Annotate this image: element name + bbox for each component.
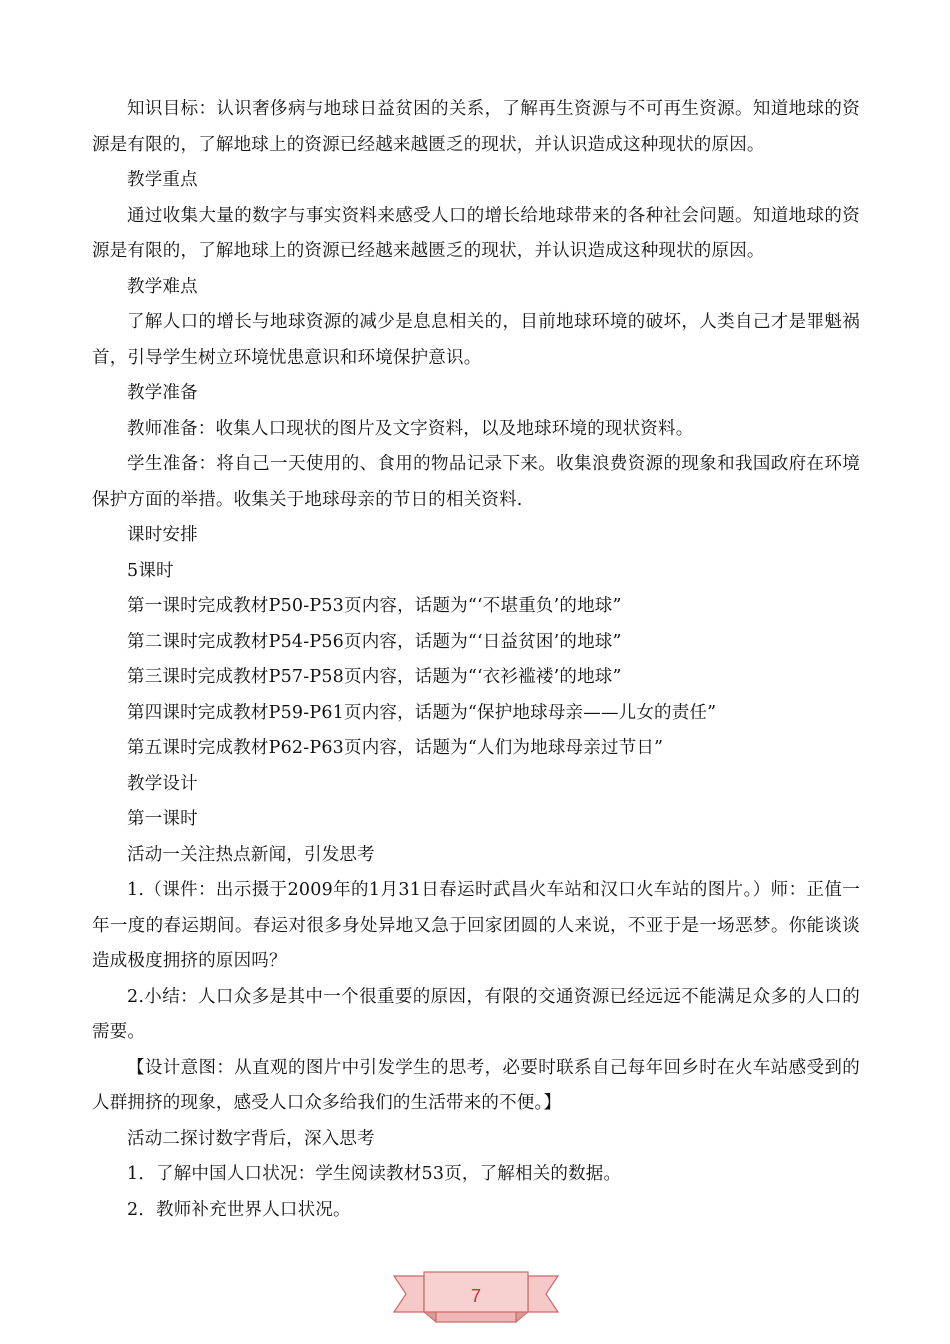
paragraph-lesson-2: 第二课时完成教材P54-P56页内容，话题为“‘日益贫困’的地球” (127, 631, 622, 652)
paragraph-lesson-4: 第四课时完成教材P59-P61页内容，话题为“保护地球母亲——儿女的责任” (127, 702, 717, 723)
heading-lesson-arrangement: 课时安排 (127, 525, 198, 545)
body-text (92, 92, 860, 1228)
paragraph-activity-1-step-1: 1.（课件：出示摄于2009年的1月31日春运时武昌火车站和汉口火车站的图片。）师：正值一年一度的春运期间。春运对很多身处异地又急于回家团圆的人来说，不亚于是一场恶梦。你能谈谈造成极度拥挤的原因吗？ (92, 880, 860, 971)
paragraph-lesson-3: 第三课时完成教材P57-P58页内容，话题为“‘衣衫褴褛’的地球” (127, 667, 622, 687)
page-number: 7 (470, 1286, 481, 1306)
heading-activity-1: 活动一关注热点新闻，引发思考 (127, 844, 375, 865)
heading-activity-2: 活动二探讨数字背后，深入思考 (127, 1128, 375, 1149)
paragraph-lesson-count: 5课时 (127, 560, 174, 581)
paragraph-activity-1-summary: 2.小结：人口众多是其中一个很重要的原因，有限的交通资源已经远远不能满足众多的人口的需要。 (92, 986, 860, 1042)
paragraph-teaching-focus: 通过收集大量的数字与事实资料来感受人口的增长给地球带来的各种社会问题。知道地球的资源是有限的，了解地球上的资源已经越来越匮乏的现状，并认识造成这种现状的原因。 (92, 205, 860, 261)
paragraph-teaching-difficulty: 了解人口的增长与地球资源的减少是息息相关的，目前地球环境的破坏，人类自己才是罪魁祸首，引导学生树立环境忧患意识和环境保护意识。 (92, 312, 860, 368)
paragraph-activity-2-step-1: 1．了解中国人口状况：学生阅读教材53页，了解相关的数据。 (127, 1164, 622, 1184)
paragraph-student-preparation: 学生准备：将自己一天使用的、食用的物品记录下来。收集浪费资源的现象和我国政府在环境保护方面的举措。收集关于地球母亲的节日的相关资料. (92, 454, 860, 510)
paragraph-lesson-1: 第一课时完成教材P50-P53页内容，话题为“‘不堪重负’的地球” (127, 596, 622, 616)
heading-first-lesson: 第一课时 (127, 809, 198, 829)
paragraph-design-intent: 【设计意图：从直观的图片中引发学生的思考，必要时联系自己每年回乡时在火车站感受到的人群拥挤的现象，感受人口众多给我们的生活带来的不便。】 (92, 1057, 860, 1113)
heading-teaching-preparation: 教学准备 (127, 383, 198, 403)
heading-teaching-focus: 教学重点 (127, 170, 198, 190)
heading-teaching-difficulty: 教学难点 (127, 276, 198, 297)
paragraph-teacher-preparation: 教师准备：收集人口现状的图片及文字资料，以及地球环境的现状资料。 (127, 418, 694, 439)
paragraph-activity-2-step-2: 2．教师补充世界人口状况。 (127, 1199, 351, 1220)
page-number-ribbon (392, 1268, 560, 1330)
paragraph-knowledge-goal: 知识目标：认识奢侈病与地球日益贫困的关系，了解再生资源与不可再生资源。知道地球的资源是有限的，了解地球上的资源已经越来越匮乏的现状，并认识造成这种现状的原因。 (92, 99, 860, 155)
heading-teaching-design: 教学设计 (127, 773, 198, 794)
paragraph-lesson-5: 第五课时完成教材P62-P63页内容，话题为“人们为地球母亲过节日” (127, 738, 664, 758)
